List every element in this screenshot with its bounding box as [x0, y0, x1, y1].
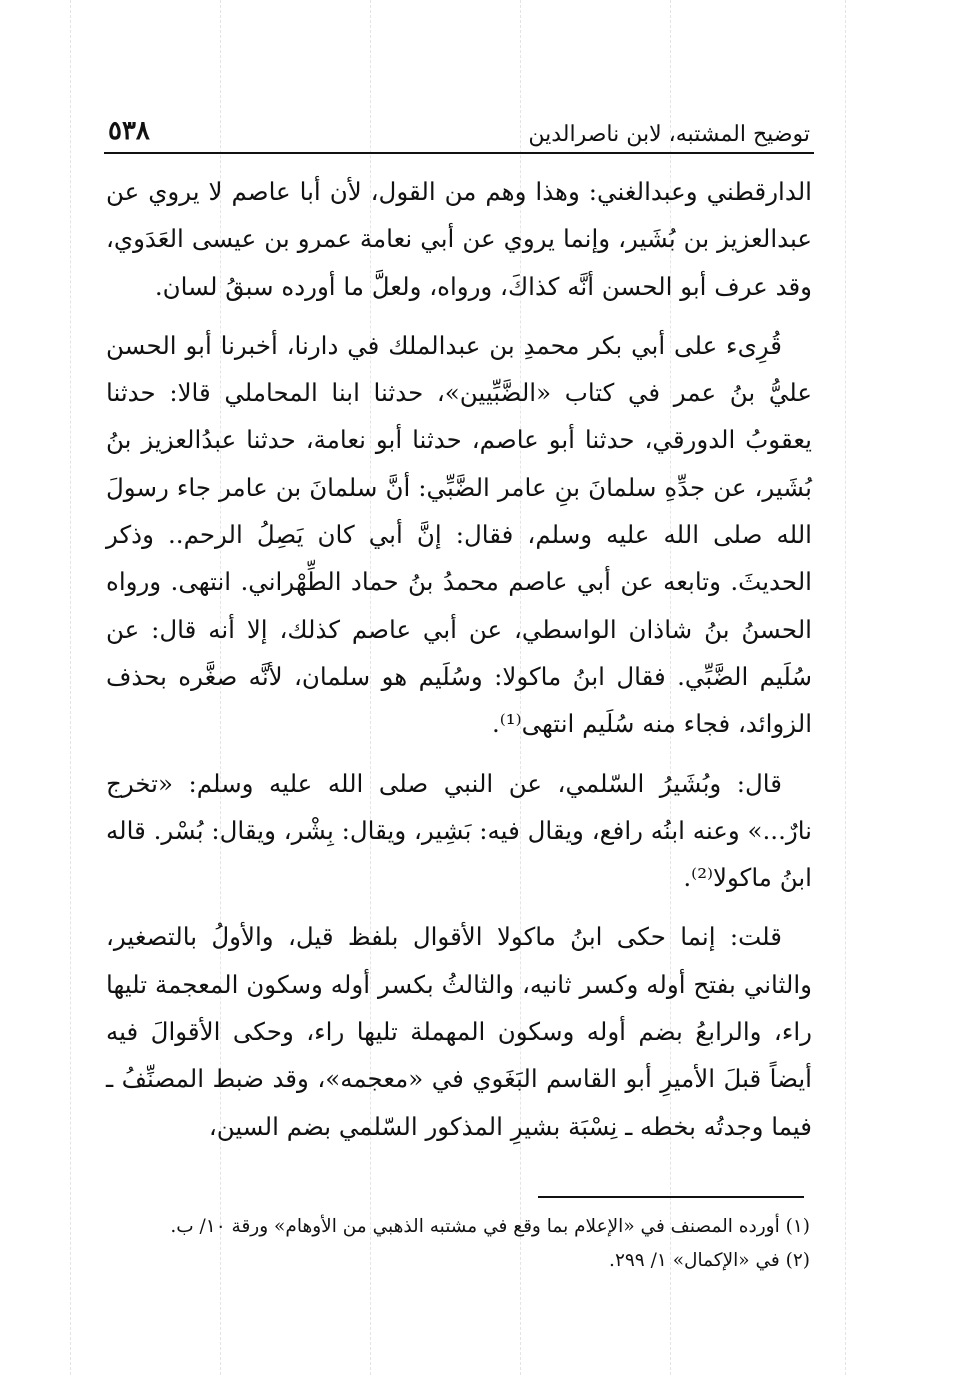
- paragraph: قال: وبُشَيرُ السّلمي، عن النبي صلى الله عليه وسلم: «تخرج نارٌ...» وعنه ابنُه رافع، ويقال فيه: بَشِير، ويقال: بِشْر، ويقال: بُسْر. قاله ابنُ ماكولا⁽²⁾.: [106, 768, 812, 893]
- scan-guide-line: [70, 0, 71, 1375]
- footnote: (٢) في «الإكمال» ١/ ٢٩٩.: [609, 1250, 810, 1271]
- main-text: [106, 168, 812, 1162]
- paragraph: قلت: إنما حكى ابنُ ماكولا الأقوال بلفظ قيل، والأولُ بالتصغير، والثاني بفتح أوله وكسر ثانيه، والثالثُ بكسر أوله وسكون المعجمة تليها راء، والرابعُ بضم أوله وسكون المهملة تليها راء، وحكى الأقوالَ فيه أيضاً قبلَ الأميرِ أبو القاسم البَغَوي في «معجمه»، وقد ضبط المصنِّفُ ـ فيما وجدتُه بخطه ـ نِسْبَة بشيرِ المذكور السّلمي بضم السين،: [106, 922, 812, 1141]
- scan-guide-line: [845, 0, 846, 1375]
- paragraph: الدارقطني وعبدالغني: وهذا وهم من القول، لأن أبا عاصم لا يروي عن عبدالعزيز بن بُشَير، وإنما يروي عن أبي نعامة عمرو بن عيسى العَدَوي، وقد عرف أبو الحسن أنَّه كذاكَ، ورواه، ولعلَّ ما أورده سبقُ لسان.: [106, 177, 812, 301]
- paragraph: قُرِىء على أبي بكر محمدِ بن عبدالملك في دارنا، أخبرنا أبو الحسن عليُّ بنُ عمر في كتاب «الضَّبِّيين»، حدثنا ابنا المحاملي قالا: حدثنا يعقوبُ الدورقي، حدثنا أبو عاصم، حدثنا أبو نعامة، حدثنا عبدُالعزيز بنُ بُشَير، عن جدِّهِ سلمانَ بنِ عامر الضَّبِّي: أنَّ سلمانَ بن عامر جاء رسولَ الله صلى الله عليه وسلم، فقال: إنَّ أبي كان يَصِلُ الرحم.. وذكر الحديثَ. وتابعه عن أبي عاصم محمدُ بنُ حماد الطِّهْراني. انتهى. ورواه الحسنُ بنُ شاذان الواسطي، عن أبي عاصم كذلك، إلا أنه قال: عن سُلَيم الضَّبِّي. فقال ابنُ ماكولا: وسُلَيم هو سلمان، لأنَّه صغَّره بحذف الزوائد، فجاء منه سُلَيم انتهى⁽¹⁾.: [106, 330, 812, 739]
- header-rule: [104, 152, 814, 154]
- footnotes: [110, 1210, 810, 1278]
- running-title: توضيح المشتبه، لابن ناصرالدين: [528, 122, 810, 147]
- footnote: (١) أورده المصنف في «الإعلام بما وقع في مشتبه الذهبي من الأوهام» ورقة ١٠/ ب.: [170, 1216, 810, 1237]
- footnote-rule: [538, 1196, 804, 1198]
- page-header: [108, 112, 810, 152]
- page-number: ٥٣٨: [108, 116, 150, 146]
